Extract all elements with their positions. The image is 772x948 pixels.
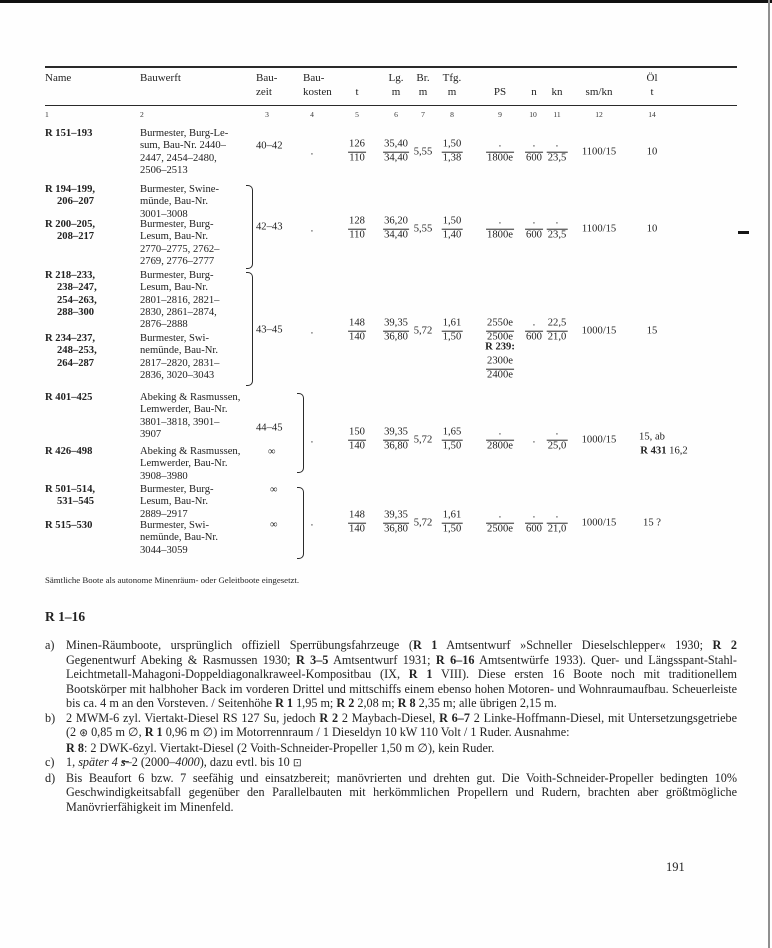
column-header: Bau- [256, 72, 278, 84]
fraction-top: 1,65 [442, 426, 462, 438]
cell-lg [383, 319, 409, 344]
cell-br: 5,72 [413, 434, 433, 446]
column-header: m [418, 86, 428, 98]
fraction-top: 148 [349, 317, 365, 329]
fraction-top: . [498, 426, 502, 438]
text-run: 2,08 m; [354, 696, 398, 711]
cell-tfg [442, 140, 463, 165]
shipyard-line: 3907 [140, 428, 162, 440]
cell-smkn: 1000/15 [581, 325, 617, 337]
text-run: Amtsentwurf 1931; [328, 652, 436, 667]
bauzeit-value: 44–45 [256, 422, 283, 434]
cell-oel [640, 446, 687, 457]
fraction-bottom: 600 [526, 523, 542, 535]
fraction-bottom: 600 [526, 152, 542, 164]
fraction-bottom: 34,40 [384, 229, 408, 241]
shipyard-line: 2801–2816, 2821– [140, 294, 220, 306]
column-number: 4 [310, 110, 314, 119]
boat-name-line: R 234–237, [45, 333, 96, 344]
fraction-bottom: 21,0 [547, 331, 567, 343]
cell-oel: 15 [646, 325, 658, 337]
cell-br: 5,55 [413, 146, 433, 158]
fraction-top: 22,5 [547, 317, 567, 329]
boat-name-line: R 194–199, [45, 184, 96, 195]
shipyard-line: Burmester, Burg-Le- [140, 128, 229, 139]
cell-t [348, 428, 366, 453]
cell-lg [383, 140, 409, 165]
boat-name-line: 248–253, [57, 345, 97, 357]
fraction-bottom: 1,40 [442, 229, 462, 241]
cell-br: 5,55 [413, 223, 433, 235]
fraction-bottom: 36,80 [384, 440, 408, 452]
cell-n [525, 319, 543, 344]
text-run: R 2 [712, 638, 737, 652]
cell-smkn: 1000/15 [581, 434, 617, 446]
shipyard-line: Abeking & Rasmussen, [140, 392, 241, 403]
baukosten-value: . [310, 146, 314, 158]
cell-smkn: 1000/15 [581, 517, 617, 529]
cell-ps [486, 428, 514, 453]
fraction-top: 1,50 [442, 138, 462, 150]
list-item [45, 771, 737, 815]
group-brace [297, 393, 304, 473]
column-header: t [650, 86, 654, 98]
text-run: R 3–5 [295, 652, 329, 667]
ordnance-symbol: ⊛ [79, 727, 89, 740]
cell-smkn: 1100/15 [581, 223, 617, 235]
boat-name-line: R 401–425 [45, 392, 93, 403]
column-number: 7 [421, 110, 425, 119]
shipyard-line: 2817–2820, 2831– [140, 357, 220, 369]
text-run: später 4 [78, 755, 118, 770]
boat-name-line: R 515–530 [45, 520, 93, 531]
shipyard-line: sum, Bau-Nr. 2440– [140, 140, 226, 152]
column-header: Bauwerft [140, 72, 181, 84]
fraction-bottom: 1,50 [442, 440, 462, 452]
cell-br: 5,72 [413, 517, 433, 529]
shipyard-line: 3001–3008 [140, 208, 188, 220]
text-run: R 8 [397, 696, 416, 711]
fraction-top: . [555, 426, 559, 438]
text-run: R 2 [319, 710, 339, 725]
column-header: Bau- [303, 72, 325, 84]
column-header: m [391, 86, 401, 98]
baukosten-value: . [310, 223, 314, 235]
cell-lg [383, 217, 409, 242]
cell-oel: 15 ? [643, 517, 661, 529]
column-number: 2 [140, 110, 144, 119]
fraction-bottom: 140 [349, 523, 365, 535]
text-run: 2,35 m; alle übrigen 2,15 m. [415, 696, 557, 711]
fraction-bottom: 110 [349, 229, 365, 241]
cell-kn [547, 428, 568, 453]
column-header: zeit [256, 86, 272, 98]
text-run: : 2 DWK-6zyl. Viertakt-Diesel (2 Voith-Schneider-Propeller 1,50 m ∅), kein Ruder. [83, 740, 495, 755]
text-run: R 431 [640, 445, 667, 457]
baukosten-value: . [310, 325, 314, 337]
shipyard-line: 3801–3818, 3901– [140, 416, 220, 428]
shipyard-line: 2506–2513 [140, 164, 188, 176]
fraction-top: . [555, 138, 559, 150]
boat-name-line: 288–300 [57, 306, 95, 318]
column-number: 11 [553, 110, 561, 119]
cell-br: 5,72 [413, 325, 433, 337]
bauzeit-value: ∞ [270, 484, 278, 496]
fraction-top: 36,20 [384, 215, 408, 227]
column-header: kosten [303, 86, 332, 98]
cell-kn [547, 140, 568, 165]
fraction-bottom: 34,40 [384, 152, 408, 164]
fraction-top: 39,35 [384, 317, 408, 329]
scan-top-edge [0, 0, 772, 3]
shipyard-line: 2889–2917 [140, 508, 188, 520]
fraction-top: . [555, 509, 559, 521]
section-title: R 1–16 [45, 609, 86, 624]
cell-n [525, 217, 543, 242]
shipyard-line: 3044–3059 [140, 544, 188, 556]
fraction-top: . [532, 509, 536, 521]
shipyard-line: Burmester, Burg- [140, 219, 214, 230]
text-run: R 8 [66, 740, 84, 755]
fraction-bottom: 2500e [487, 523, 513, 535]
column-header: Öl [646, 72, 658, 84]
bauzeit-value: 42–43 [256, 221, 283, 233]
text-run: VIII). Diese ersten 16 Boote noch mit traditionellem Bootskörper mit halbhoher Back im vorderen Drittel und mittschiffs einem ebenso hohen Motoren- und Wohnraumaufbau. Scheuerleiste bis ca. 4 m an den Vorsteven. / Seitenhöhe [66, 667, 737, 711]
shipyard-line: Lesum, Bau-Nr. [140, 496, 208, 508]
shipyard-line: Lesum, Bau-Nr. [140, 231, 208, 243]
item-label: d) [45, 770, 56, 785]
scan-right-edge [768, 0, 770, 948]
column-header: sm/kn [585, 86, 613, 98]
cell-n [525, 140, 543, 165]
list-item [45, 711, 737, 756]
text-run: R 2 [336, 696, 355, 711]
item-label: b) [45, 710, 56, 725]
shipyard-line: Lemwerder, Bau-Nr. [140, 404, 228, 416]
baukosten-value: . [310, 434, 314, 446]
cell-n: . [532, 434, 536, 446]
fraction-bottom: 600 [526, 229, 542, 241]
text-run: R 6–7 [439, 710, 470, 725]
cell-ps [486, 217, 514, 242]
text-run: R 1 [408, 667, 433, 682]
fraction-bottom: 1,38 [442, 152, 462, 164]
bauzeit-value: 43–45 [256, 324, 283, 336]
table-header-rule [45, 105, 737, 106]
text-run: 2 Maybach-Diesel, [338, 710, 440, 725]
bauzeit-value: ∞ [268, 446, 276, 458]
cell-ps [486, 319, 514, 344]
fraction-bottom: 140 [349, 440, 365, 452]
fraction-bottom: 36,80 [384, 523, 408, 535]
boat-name-line: 206–207 [57, 196, 95, 208]
column-number: 5 [355, 110, 359, 119]
table-top-rule [45, 66, 737, 68]
shipyard-line: münde, Bau-Nr. [140, 196, 208, 208]
page-number: 191 [666, 860, 685, 874]
cell-tfg [442, 217, 463, 242]
cell-kn [547, 511, 568, 536]
shipyard-line: Lemwerder, Bau-Nr. [140, 458, 228, 470]
column-header: m [447, 86, 457, 98]
fraction-bottom: 1800e [487, 229, 513, 241]
fraction-top: . [498, 509, 502, 521]
boat-name-line: R 200–205, [45, 219, 96, 230]
column-number: 12 [595, 110, 603, 119]
column-header: kn [551, 86, 563, 98]
group-brace [246, 272, 253, 386]
fraction-top: . [498, 215, 502, 227]
shipyard-line: 2876–2888 [140, 319, 188, 331]
text-run: ), dazu evtl. bis 10 [199, 755, 293, 770]
bauzeit-value: ∞ [270, 519, 278, 531]
column-number: 14 [648, 110, 656, 119]
text-run: R 6–16 [435, 652, 475, 667]
column-header: t [355, 86, 359, 98]
column-number: 9 [498, 110, 502, 119]
cell-t [348, 217, 366, 242]
text-run: 1, [66, 755, 79, 770]
text-run: Amtsentwürfe 1933). Quer- und Längsspant-Stahl-Leichtmetall-Mahagoni-Doppeldiagonalkraweel-Kompositbau (IX, [66, 652, 737, 682]
paragraph-block [66, 638, 737, 711]
ordnance-symbol: ⊡ [292, 757, 302, 770]
column-header: Lg. [388, 72, 404, 84]
column-number: 1 [45, 110, 49, 119]
fraction-bottom: 23,5 [547, 229, 567, 241]
cell-ps [486, 140, 514, 165]
boat-name-line: 208–217 [57, 231, 95, 243]
column-header: n [531, 86, 537, 98]
ps-exception-value [486, 357, 514, 382]
text-run: 15, ab [639, 431, 665, 443]
paragraph-block [66, 741, 737, 756]
text-run: 1,95 m; [293, 696, 337, 711]
fraction-top: 35,40 [384, 138, 408, 150]
shipyard-line: Abeking & Rasmussen, [140, 446, 241, 457]
cell-lg [383, 428, 409, 453]
fraction-top: . [532, 317, 536, 329]
cell-tfg [442, 511, 463, 536]
text-run: 16,2 [666, 445, 688, 457]
column-header: Tfg. [442, 72, 462, 84]
fraction-bottom: 1,50 [442, 523, 462, 535]
cell-smkn: 1100/15 [581, 146, 617, 158]
boat-name-line: R 218–233, [45, 270, 96, 281]
cell-t [348, 319, 366, 344]
baukosten-value: . [310, 517, 314, 529]
fraction-top: 39,35 [384, 509, 408, 521]
shipyard-line: nemünde, Bau-Nr. [140, 345, 218, 357]
shipyard-line: Burmester, Swi- [140, 520, 210, 531]
text-run: 0,96 m ∅) im Motorrennraum / 1 Dieseldyn 10 kW 110 Volt / 1 Ruder. Ausnahme: [162, 725, 570, 740]
paragraph-block [66, 755, 737, 771]
cell-tfg [442, 428, 463, 453]
fraction-top: . [532, 138, 536, 150]
fraction-top: . [532, 215, 536, 227]
fraction-bottom: 25,0 [547, 440, 567, 452]
boat-name-line: 264–287 [57, 357, 95, 369]
fraction-top: 148 [349, 509, 365, 521]
fraction-bottom: 1800e [487, 152, 513, 164]
fraction-top: 1,61 [442, 317, 462, 329]
boat-name-line: R 501–514, [45, 484, 96, 495]
shipyard-line: Lesum, Bau-Nr. [140, 282, 208, 294]
text-run: Gegenentwurf Abeking & Rasmussen 1930; [66, 652, 296, 667]
text-run: Bis Beaufort 6 bzw. 7 seefähig und einsatzbereit; manövrierten und drehten gut. Die Voith-Schneider-Propeller bedingten 10% Geschwindigkeitsabfall gegenüber den Parallelbauten mit herkömmlichen Propellern und Rudern, brachten aber größtmögliche Manövrierfähigkeit im Minenfeld. [66, 770, 737, 815]
column-header: PS [493, 86, 507, 98]
shipyard-line: Burmester, Swi- [140, 333, 210, 344]
boat-name-line: R 151–193 [45, 128, 93, 139]
fraction-bottom: 2500e [487, 331, 513, 343]
text-run: R 1 [144, 725, 163, 740]
fraction-top: 2300e [487, 355, 513, 367]
fraction-top: . [498, 138, 502, 150]
fraction-bottom: 21,0 [547, 523, 567, 535]
text-run: Amtsentwurf »Schneller Dieselschlepper« 1930; [437, 638, 713, 652]
cell-oel [639, 432, 665, 443]
cell-t [348, 511, 366, 536]
fraction-top: 126 [349, 138, 365, 150]
shipyard-line: 2769, 2776–2777 [140, 255, 215, 267]
cell-oel: 10 [646, 146, 658, 158]
boat-name-line: 531–545 [57, 496, 95, 508]
fraction-bottom: 36,80 [384, 331, 408, 343]
text-run: 0,85 m ∅, [88, 725, 145, 740]
item-label: a) [45, 638, 55, 652]
column-number: 6 [394, 110, 398, 119]
fraction-bottom: 2400e [487, 369, 513, 381]
group-brace [246, 185, 253, 269]
fraction-top: 1,50 [442, 215, 462, 227]
fraction-top: . [555, 215, 559, 227]
fraction-top: 128 [349, 215, 365, 227]
cell-ps [486, 511, 514, 536]
text-run: Minen-Räumboote, ursprünglich offiziell Sperrübungsfahrzeuge ( [66, 638, 413, 652]
fraction-bottom: 1,50 [442, 331, 462, 343]
text-run: 4000 [175, 755, 200, 770]
fraction-bottom: 600 [526, 331, 542, 343]
shipyard-line: 2830, 2861–2874, [140, 306, 217, 318]
text-run: –2 (2000– [125, 755, 176, 770]
text-run: 2 MWM-6 zyl. Viertakt-Diesel RS 127 Su, jedoch [66, 710, 320, 725]
fraction-bottom: 23,5 [547, 152, 567, 164]
boat-name-line: R 426–498 [45, 446, 93, 457]
shipyard-line: 2770–2775, 2762– [140, 243, 220, 255]
cell-n [525, 511, 543, 536]
item-label: c) [45, 755, 55, 770]
boat-name-line: 254–263, [57, 294, 97, 306]
text-run: R 1 [412, 638, 438, 652]
fraction-top: 2550e [487, 317, 513, 329]
cell-oel: 10 [646, 223, 658, 235]
table-footnote: Sämtliche Boote als autonome Minenräum- oder Geleitboote eingesetzt. [45, 575, 300, 585]
shipyard-line: 3908–3980 [140, 470, 188, 482]
list-item [45, 755, 737, 771]
shipyard-line: 2447, 2454–2480, [140, 152, 217, 164]
shipyard-line: Burmester, Burg- [140, 270, 214, 281]
group-brace [297, 487, 304, 559]
cell-lg [383, 511, 409, 536]
fraction-bottom: 110 [349, 152, 365, 164]
cell-t [348, 140, 366, 165]
column-number: 10 [529, 110, 537, 119]
fraction-top: 150 [349, 426, 365, 438]
cell-kn [547, 319, 568, 344]
column-header: Name [45, 72, 72, 84]
boat-name-line: 238–247, [57, 282, 97, 294]
margin-print-dash [738, 231, 749, 234]
cell-tfg [442, 319, 463, 344]
fraction-top: 39,35 [384, 426, 408, 438]
text-run: R 1 [275, 696, 294, 711]
column-number: 3 [265, 110, 269, 119]
column-header: Br. [416, 72, 430, 84]
paragraph-block [66, 711, 737, 741]
cell-kn [547, 217, 568, 242]
gun-symbol: s̶ [120, 755, 126, 770]
shipyard-line: nemünde, Bau-Nr. [140, 532, 218, 544]
ps-exception-label: R 239: [485, 341, 515, 353]
text-run: 2 Linke-Hoffmann-Diesel, mit Untersetzungsgetriebe (2 [66, 710, 737, 740]
paragraph-block [66, 771, 737, 815]
fraction-bottom: 140 [349, 331, 365, 343]
shipyard-line: Burmester, Burg- [140, 484, 214, 495]
bauzeit-value: 40–42 [256, 140, 283, 152]
fraction-bottom: 2800e [487, 440, 513, 452]
shipyard-line: 2836, 3020–3043 [140, 369, 215, 381]
section-paragraphs [45, 638, 737, 815]
list-item [45, 638, 737, 711]
fraction-top: 1,61 [442, 509, 462, 521]
column-number: 8 [450, 110, 454, 119]
shipyard-line: Burmester, Swine- [140, 184, 220, 195]
